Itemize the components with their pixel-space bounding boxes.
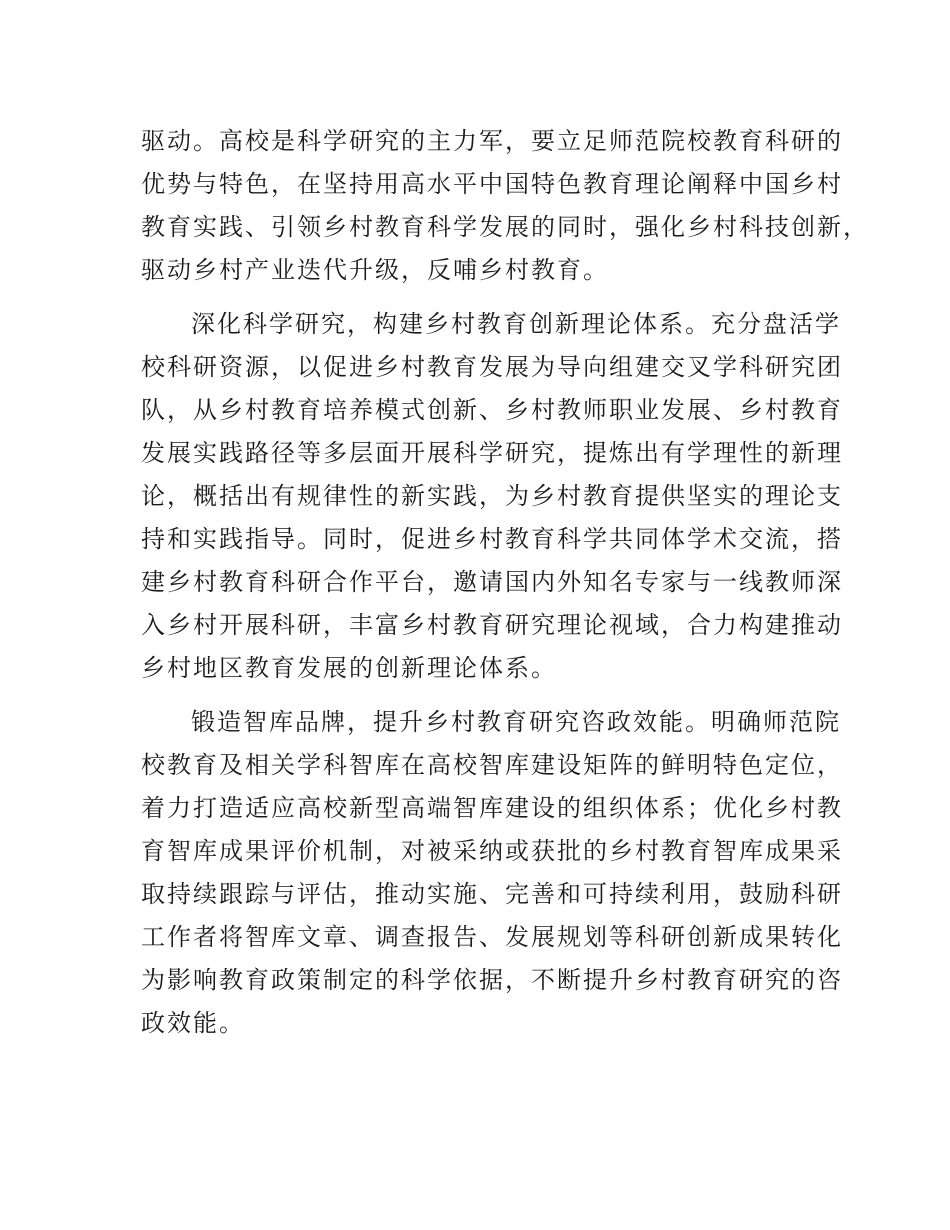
text-line: 锻造智库品牌，提升乡村教育研究咨政效能。明确师范院 (191, 708, 841, 736)
text-line: 工作者将智库文章、调查报告、发展规划等科研创新成果转化 (141, 923, 843, 951)
paragraph-2 (141, 303, 843, 690)
text-line: 校教育及相关学科智库在高校智库建设矩阵的鲜明特色定位， (141, 751, 843, 779)
text-line: 建乡村教育科研合作平台，邀请国内外知名专家与一线教师深 (141, 568, 843, 596)
text-line: 队，从乡村教育培养模式创新、乡村教师职业发展、乡村教育 (141, 396, 843, 424)
text-line: 乡村地区教育发展的创新理论体系。 (141, 654, 557, 682)
text-line: 为影响教育政策制定的科学依据，不断提升乡村教育研究的咨 (141, 966, 843, 994)
text-line: 持和实践指导。同时，促进乡村教育科学共同体学术交流，搭 (141, 525, 843, 553)
text-line: 驱动。高校是科学研究的主力军，要立足师范院校教育科研的 (141, 127, 843, 155)
paragraph-3 (141, 701, 843, 1045)
text-line: 深化科学研究，构建乡村教育创新理论体系。充分盘活学 (191, 310, 841, 338)
text-line: 优势与特色，在坚持用高水平中国特色教育理论阐释中国乡村 (141, 170, 843, 198)
text-line: 教育实践、引领乡村教育科学发展的同时，强化乡村科技创新， (141, 213, 869, 241)
text-line: 政效能。 (141, 1009, 245, 1037)
document-body (141, 120, 869, 1045)
text-line: 论，概括出有规律性的新实践，为乡村教育提供坚实的理论支 (141, 482, 843, 510)
text-line: 着力打造适应高校新型高端智库建设的组织体系；优化乡村教 (141, 794, 843, 822)
paragraph-1 (141, 120, 869, 292)
text-line: 育智库成果评价机制，对被采纳或获批的乡村教育智库成果采 (141, 837, 843, 865)
text-line: 驱动乡村产业迭代升级，反哺乡村教育。 (141, 256, 609, 284)
text-line: 入乡村开展科研，丰富乡村教育研究理论视域，合力构建推动 (141, 611, 843, 639)
text-line: 发展实践路径等多层面开展科学研究，提炼出有学理性的新理 (141, 439, 843, 467)
text-line: 校科研资源，以促进乡村教育发展为导向组建交叉学科研究团 (141, 353, 843, 381)
text-line: 取持续跟踪与评估，推动实施、完善和可持续利用，鼓励科研 (141, 880, 843, 908)
